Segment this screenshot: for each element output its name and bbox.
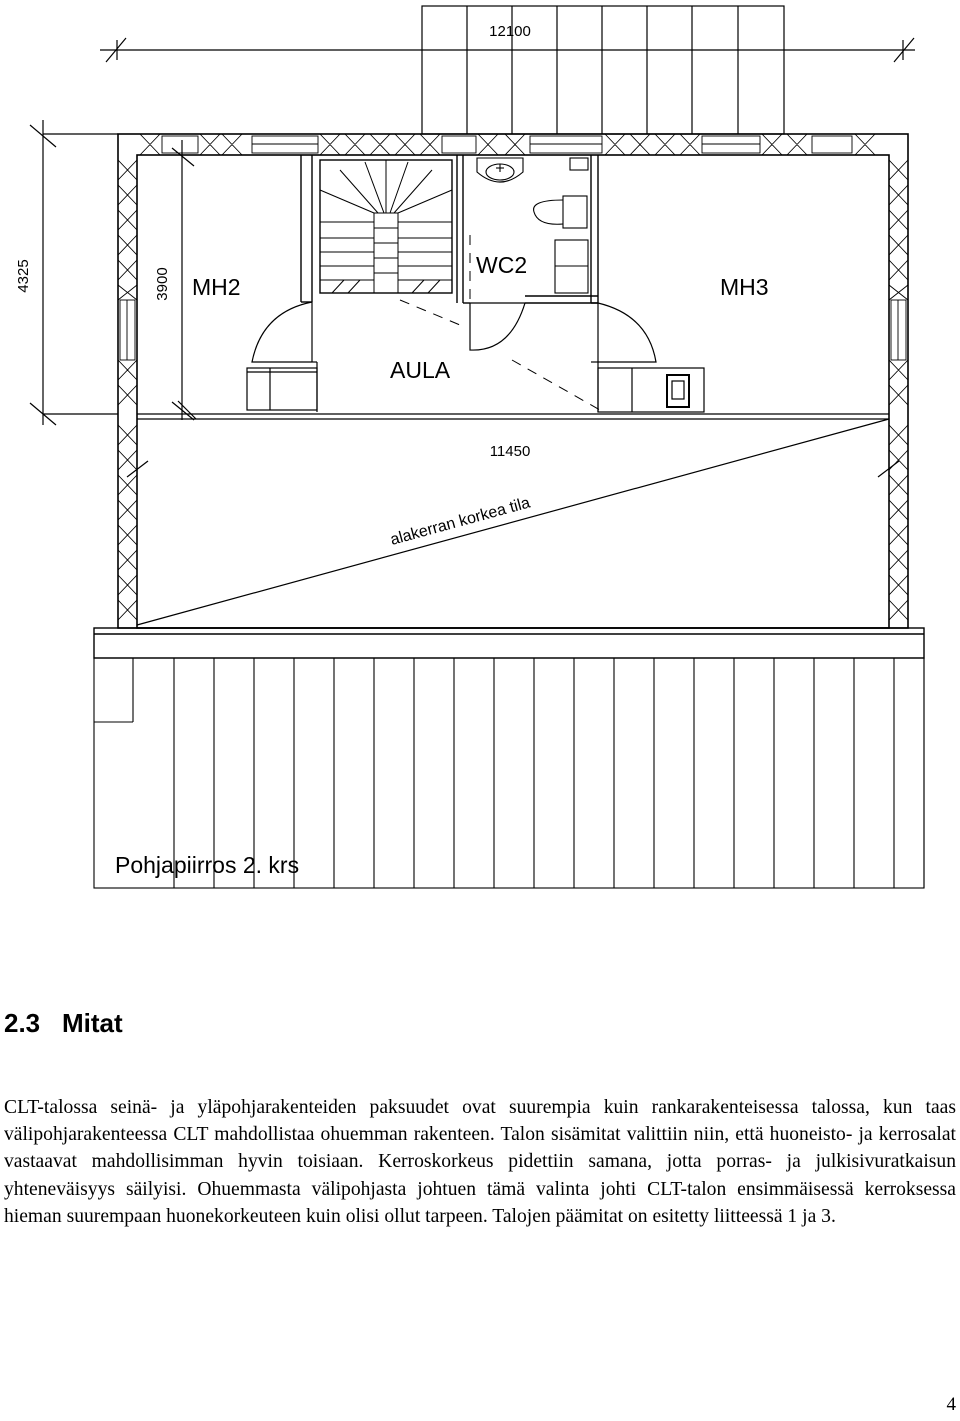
- room-label-aula: AULA: [390, 357, 451, 383]
- room-label-wc2: WC2: [476, 252, 528, 278]
- dimension-label-middle: 11450: [489, 443, 531, 460]
- wall-hatching-left: [118, 160, 137, 620]
- dimension-label-left-outer: 4325: [15, 259, 32, 293]
- dimension-line-top: [100, 38, 915, 62]
- stairs: [320, 160, 452, 293]
- dimension-label-top: 12100: [489, 23, 531, 40]
- open-space-label: alakerran korkea tila: [388, 494, 533, 549]
- furniture: [247, 362, 704, 412]
- wall-hatching-top: [140, 134, 875, 155]
- body-paragraph: CLT-talossa seinä- ja yläpohjarakenteiden paksuudet ovat suurempia kuin rankarakenteisessa talossa, kun taas välipohjarakenteessa CLT mahdollistaa ohuemman rakenteen. Talon sisämitat valittiin niin, että huoneisto- ja kerrosalat vastaavat mahdollisimman hyvin toisiaan. Kerroskorkeus pidettiin samana, jotta porras- ja julkisivuratkaisun yhteneväisyys säilyisi. Ohuemmasta välipohjasta johtuen tämä valinta johti CLT-talon ensimmäisessä kerroksessa hieman suurempaan huonekorkeuteen kuin olisi ollut tarpeen. Talojen päämitat on esitetty liitteessä 1 ja 3.: [4, 1097, 956, 1227]
- page-number: 4: [946, 1394, 956, 1415]
- interior-walls: [301, 155, 598, 303]
- dimension-line-left-outer: [30, 120, 118, 425]
- level-ticks: [127, 401, 899, 477]
- doors: [252, 302, 656, 362]
- top-terrace: [422, 6, 784, 134]
- dimension-label-left-inner: 3900: [154, 267, 171, 301]
- dimension-line-middle: [137, 414, 889, 419]
- room-label-mh3: MH3: [720, 274, 769, 300]
- roof-eave: [94, 628, 924, 658]
- wall-hatching-right: [889, 160, 908, 620]
- section-heading: [4, 1008, 123, 1039]
- room-label-mh2: MH2: [192, 274, 241, 300]
- plan-caption: Pohjapiirros 2. krs: [115, 852, 300, 878]
- section-title: Mitat: [62, 1008, 123, 1038]
- exterior-walls: [118, 134, 908, 628]
- dimension-line-left-inner: [172, 140, 194, 420]
- section-number: 2.3: [4, 1008, 41, 1038]
